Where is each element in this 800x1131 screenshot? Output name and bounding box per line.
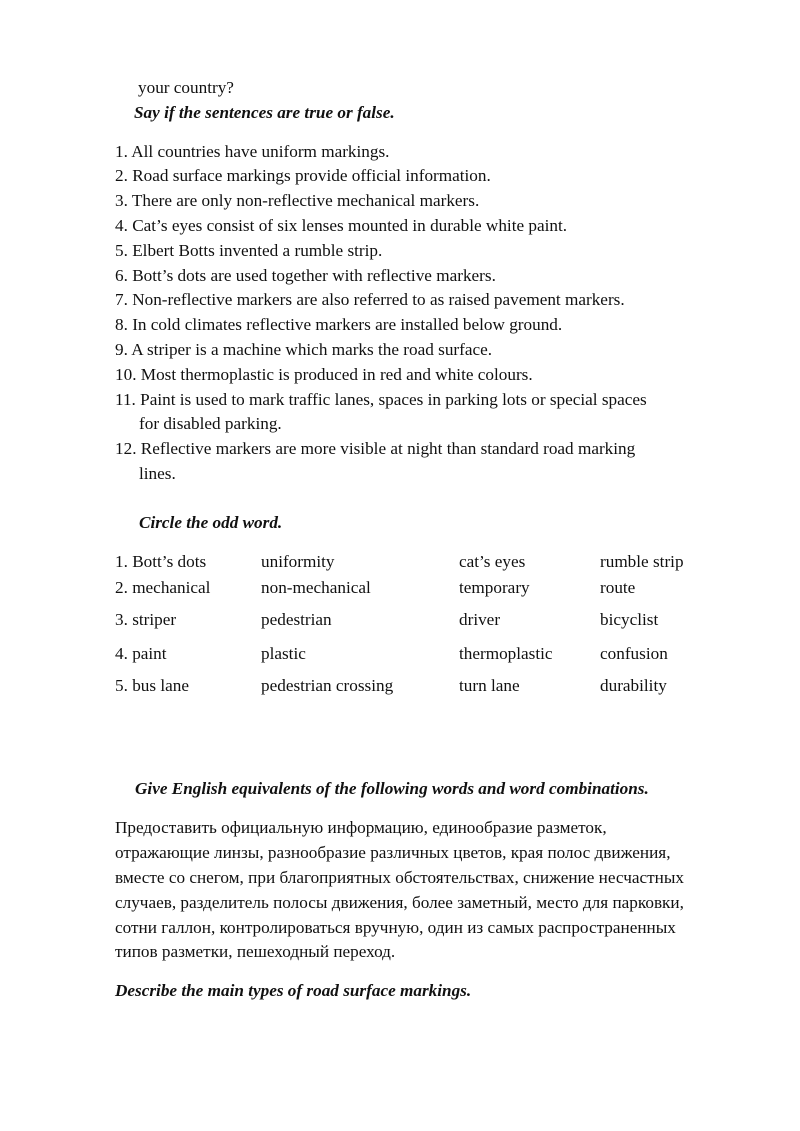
list-item: 2. Road surface markings provide official information. xyxy=(115,166,491,185)
paragraph-line: типов разметки, пешеходный переход. xyxy=(115,942,396,961)
paragraph-line: отражающие линзы, разнообразие различных цветов, края полос движения, xyxy=(115,843,671,862)
list-item: 6. Bott’s dots are used together with reflective markers. xyxy=(115,266,496,285)
paragraph-line: Предоставить официальную информацию, единообразие разметок, xyxy=(115,818,607,837)
list-item: 12. Reflective markers are more visible at night than standard road marking xyxy=(115,439,636,458)
table-cell: route xyxy=(600,578,636,597)
table-cell: thermoplastic xyxy=(459,644,553,663)
list-item-continuation: for disabled parking. xyxy=(139,414,282,433)
list-item: 8. In cold climates reflective markers are installed below ground. xyxy=(115,315,563,334)
list-item: 3. There are only non-reflective mechanical markers. xyxy=(115,191,480,210)
table-cell: driver xyxy=(459,610,501,629)
table-cell: temporary xyxy=(459,578,530,597)
table-cell: 5. bus lane xyxy=(115,676,189,695)
table-cell: plastic xyxy=(261,644,306,663)
odd-word-heading: Circle the odd word. xyxy=(139,513,283,532)
list-item-continuation: lines. xyxy=(139,464,176,483)
list-item: 4. Cat’s eyes consist of six lenses mounted in durable white paint. xyxy=(115,216,568,235)
table-cell: bicyclist xyxy=(600,610,659,629)
list-item: 5. Elbert Botts invented a rumble strip. xyxy=(115,241,383,260)
table-cell: non-mechanical xyxy=(261,578,371,597)
paragraph-line: сотни галлон, контролироваться вручную, один из самых распространенных xyxy=(115,918,676,937)
list-item: 7. Non-reflective markers are also referred to as raised pavement markers. xyxy=(115,290,625,309)
table-cell: turn lane xyxy=(459,676,520,695)
table-cell: 4. paint xyxy=(115,644,167,663)
table-cell: 1. Bott’s dots xyxy=(115,552,207,571)
table-cell: cat’s eyes xyxy=(459,552,526,571)
table-cell: pedestrian crossing xyxy=(261,676,394,695)
table-cell: durability xyxy=(600,676,667,695)
list-item: 11. Paint is used to mark traffic lanes, spaces in parking lots or special spaces xyxy=(115,390,647,409)
true-false-heading: Say if the sentences are true or false. xyxy=(134,103,395,122)
list-item: 10. Most thermoplastic is produced in red and white colours. xyxy=(115,365,533,384)
table-cell: uniformity xyxy=(261,552,335,571)
paragraph-line: вместе со снегом, при благоприятных обстоятельствах, снижение несчастных xyxy=(115,868,684,887)
table-cell: rumble strip xyxy=(600,552,684,571)
describe-heading: Describe the main types of road surface markings. xyxy=(115,981,472,1000)
intro-tail-text: your country? xyxy=(138,78,234,97)
list-item: 1. All countries have uniform markings. xyxy=(115,142,390,161)
table-cell: pedestrian xyxy=(261,610,332,629)
list-item: 9. A striper is a machine which marks the road surface. xyxy=(115,340,493,359)
table-cell: confusion xyxy=(600,644,668,663)
paragraph-line: случаев, разделитель полосы движения, более заметный, место для парковки, xyxy=(115,893,684,912)
equivalents-heading: Give English equivalents of the following words and word combinations. xyxy=(135,779,649,798)
table-cell: 3. striper xyxy=(115,610,177,629)
table-cell: 2. mechanical xyxy=(115,578,211,597)
